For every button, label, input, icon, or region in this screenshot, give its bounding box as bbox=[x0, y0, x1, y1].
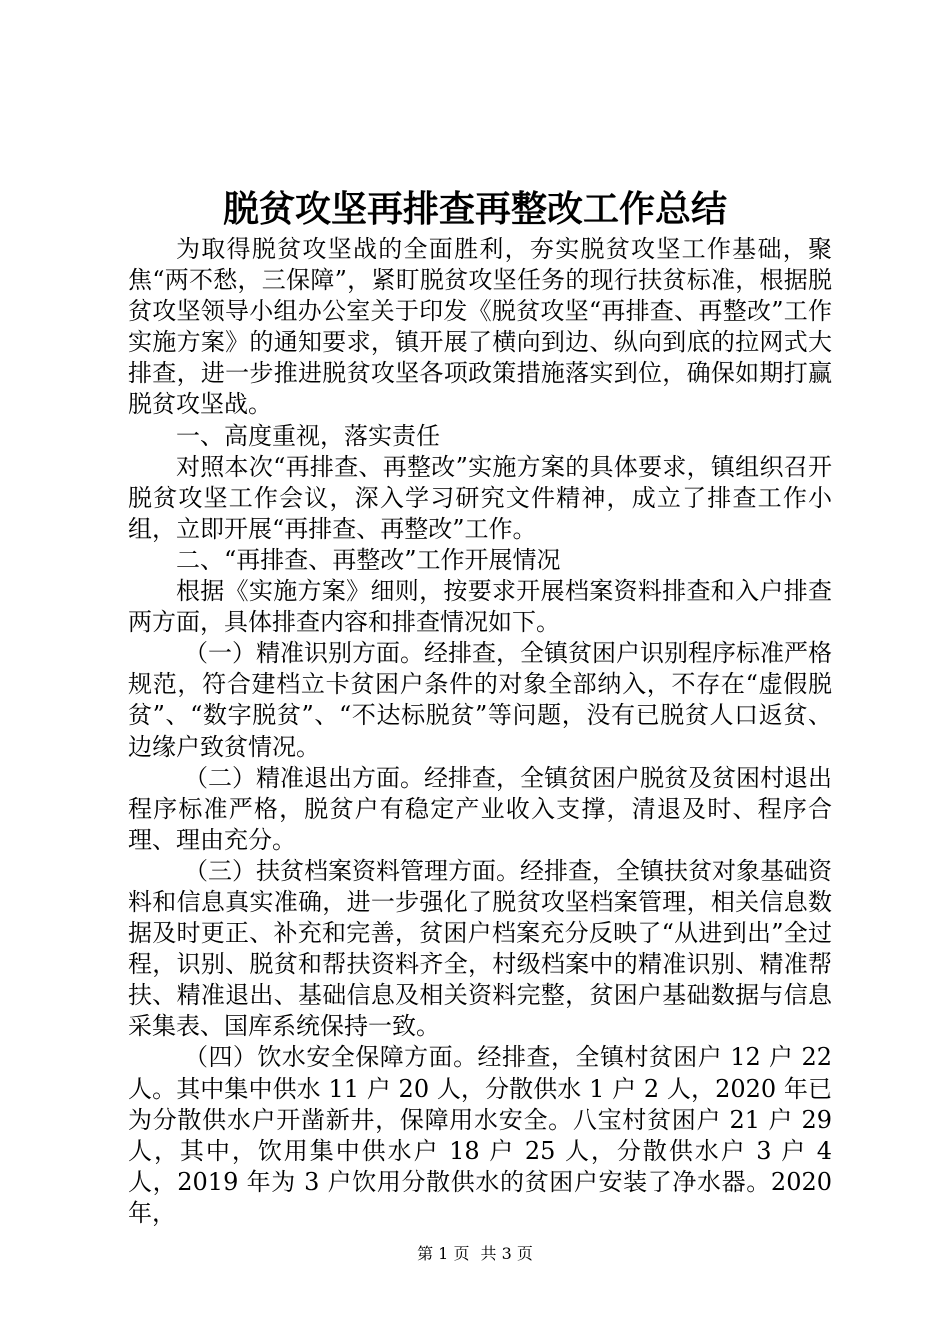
subsection-paragraph-4: （四）饮水安全保障方面。经排查，全镇村贫困户 12 户 22 人。其中集中供水 11 户 20 人，分散供水 1 户 2 人，2020 年已为分散供水户开凿新井，保障用水安全。八宝村贫困户 21 户 29 人，其中，饮用集中供水户 18 户 25 人，分散供水户 3 户 4 人，2019 年为 3 户饮用分散供水的贫困户安装了净水器。2020 年， bbox=[128, 1043, 832, 1227]
subsection-paragraph-2: （二）精准退出方面。经排查，全镇贫困户脱贫及贫困村退出程序标准严格，脱贫户有稳定产业收入支撑，清退及时、程序合理、理由充分。 bbox=[128, 763, 832, 854]
page-footer bbox=[0, 1243, 950, 1265]
subsection-paragraph-3: （三）扶贫档案资料管理方面。经排查，全镇扶贫对象基础资料和信息真实准确，进一步强化了脱贫攻坚档案管理，相关信息数据及时更正、补充和完善，贫困户档案充分反映了“从进到出”全过程，识别、脱贫和帮扶资料齐全，村级档案中的精准识别、精准帮扶、精准退出、基础信息及相关资料完整，贫困户基础数据与信息采集表、国库系统保持一致。 bbox=[128, 856, 832, 1041]
document-body bbox=[128, 234, 832, 1229]
document-title: 脱贫攻坚再排查再整改工作总结 bbox=[222, 188, 727, 230]
section-heading-2: 二、“再排查、再整改”工作开展情况 bbox=[176, 545, 561, 574]
section-paragraph-1: 对照本次“再排查、再整改”实施方案的具体要求，镇组织召开脱贫攻坚工作会议，深入学习研究文件精神，成立了排查工作小组，立即开展“再排查、再整改”工作。 bbox=[128, 452, 832, 543]
section-paragraph-2: 根据《实施方案》细则，按要求开展档案资料排查和入户排查两方面，具体排查内容和排查情况如下。 bbox=[128, 577, 832, 637]
section-heading-1: 一、高度重视，落实责任 bbox=[176, 421, 440, 450]
page-number: 第 1 页 bbox=[417, 1244, 470, 1263]
subsection-paragraph-1: （一）精准识别方面。经排查，全镇贫困户识别程序标准严格规范，符合建档立卡贫困户条件的对象全部纳入，不存在“虚假脱贫”、“数字脱贫”、“不达标脱贫”等问题，没有已脱贫人口返贫、边缘户致贫情况。 bbox=[128, 639, 832, 761]
intro-paragraph: 为取得脱贫攻坚战的全面胜利，夯实脱贫攻坚工作基础，聚焦“两不愁，三保障”，紧盯脱贫攻坚任务的现行扶贫标准，根据脱贫攻坚领导小组办公室关于印发《脱贫攻坚“再排查、再整改”工作实施方案》的通知要求，镇开展了横向到边、纵向到底的拉网式大排查，进一步推进脱贫攻坚各项政策措施落实到位，确保如期打赢脱贫攻坚战。 bbox=[128, 235, 832, 419]
page-total: 共 3 页 bbox=[480, 1244, 533, 1263]
